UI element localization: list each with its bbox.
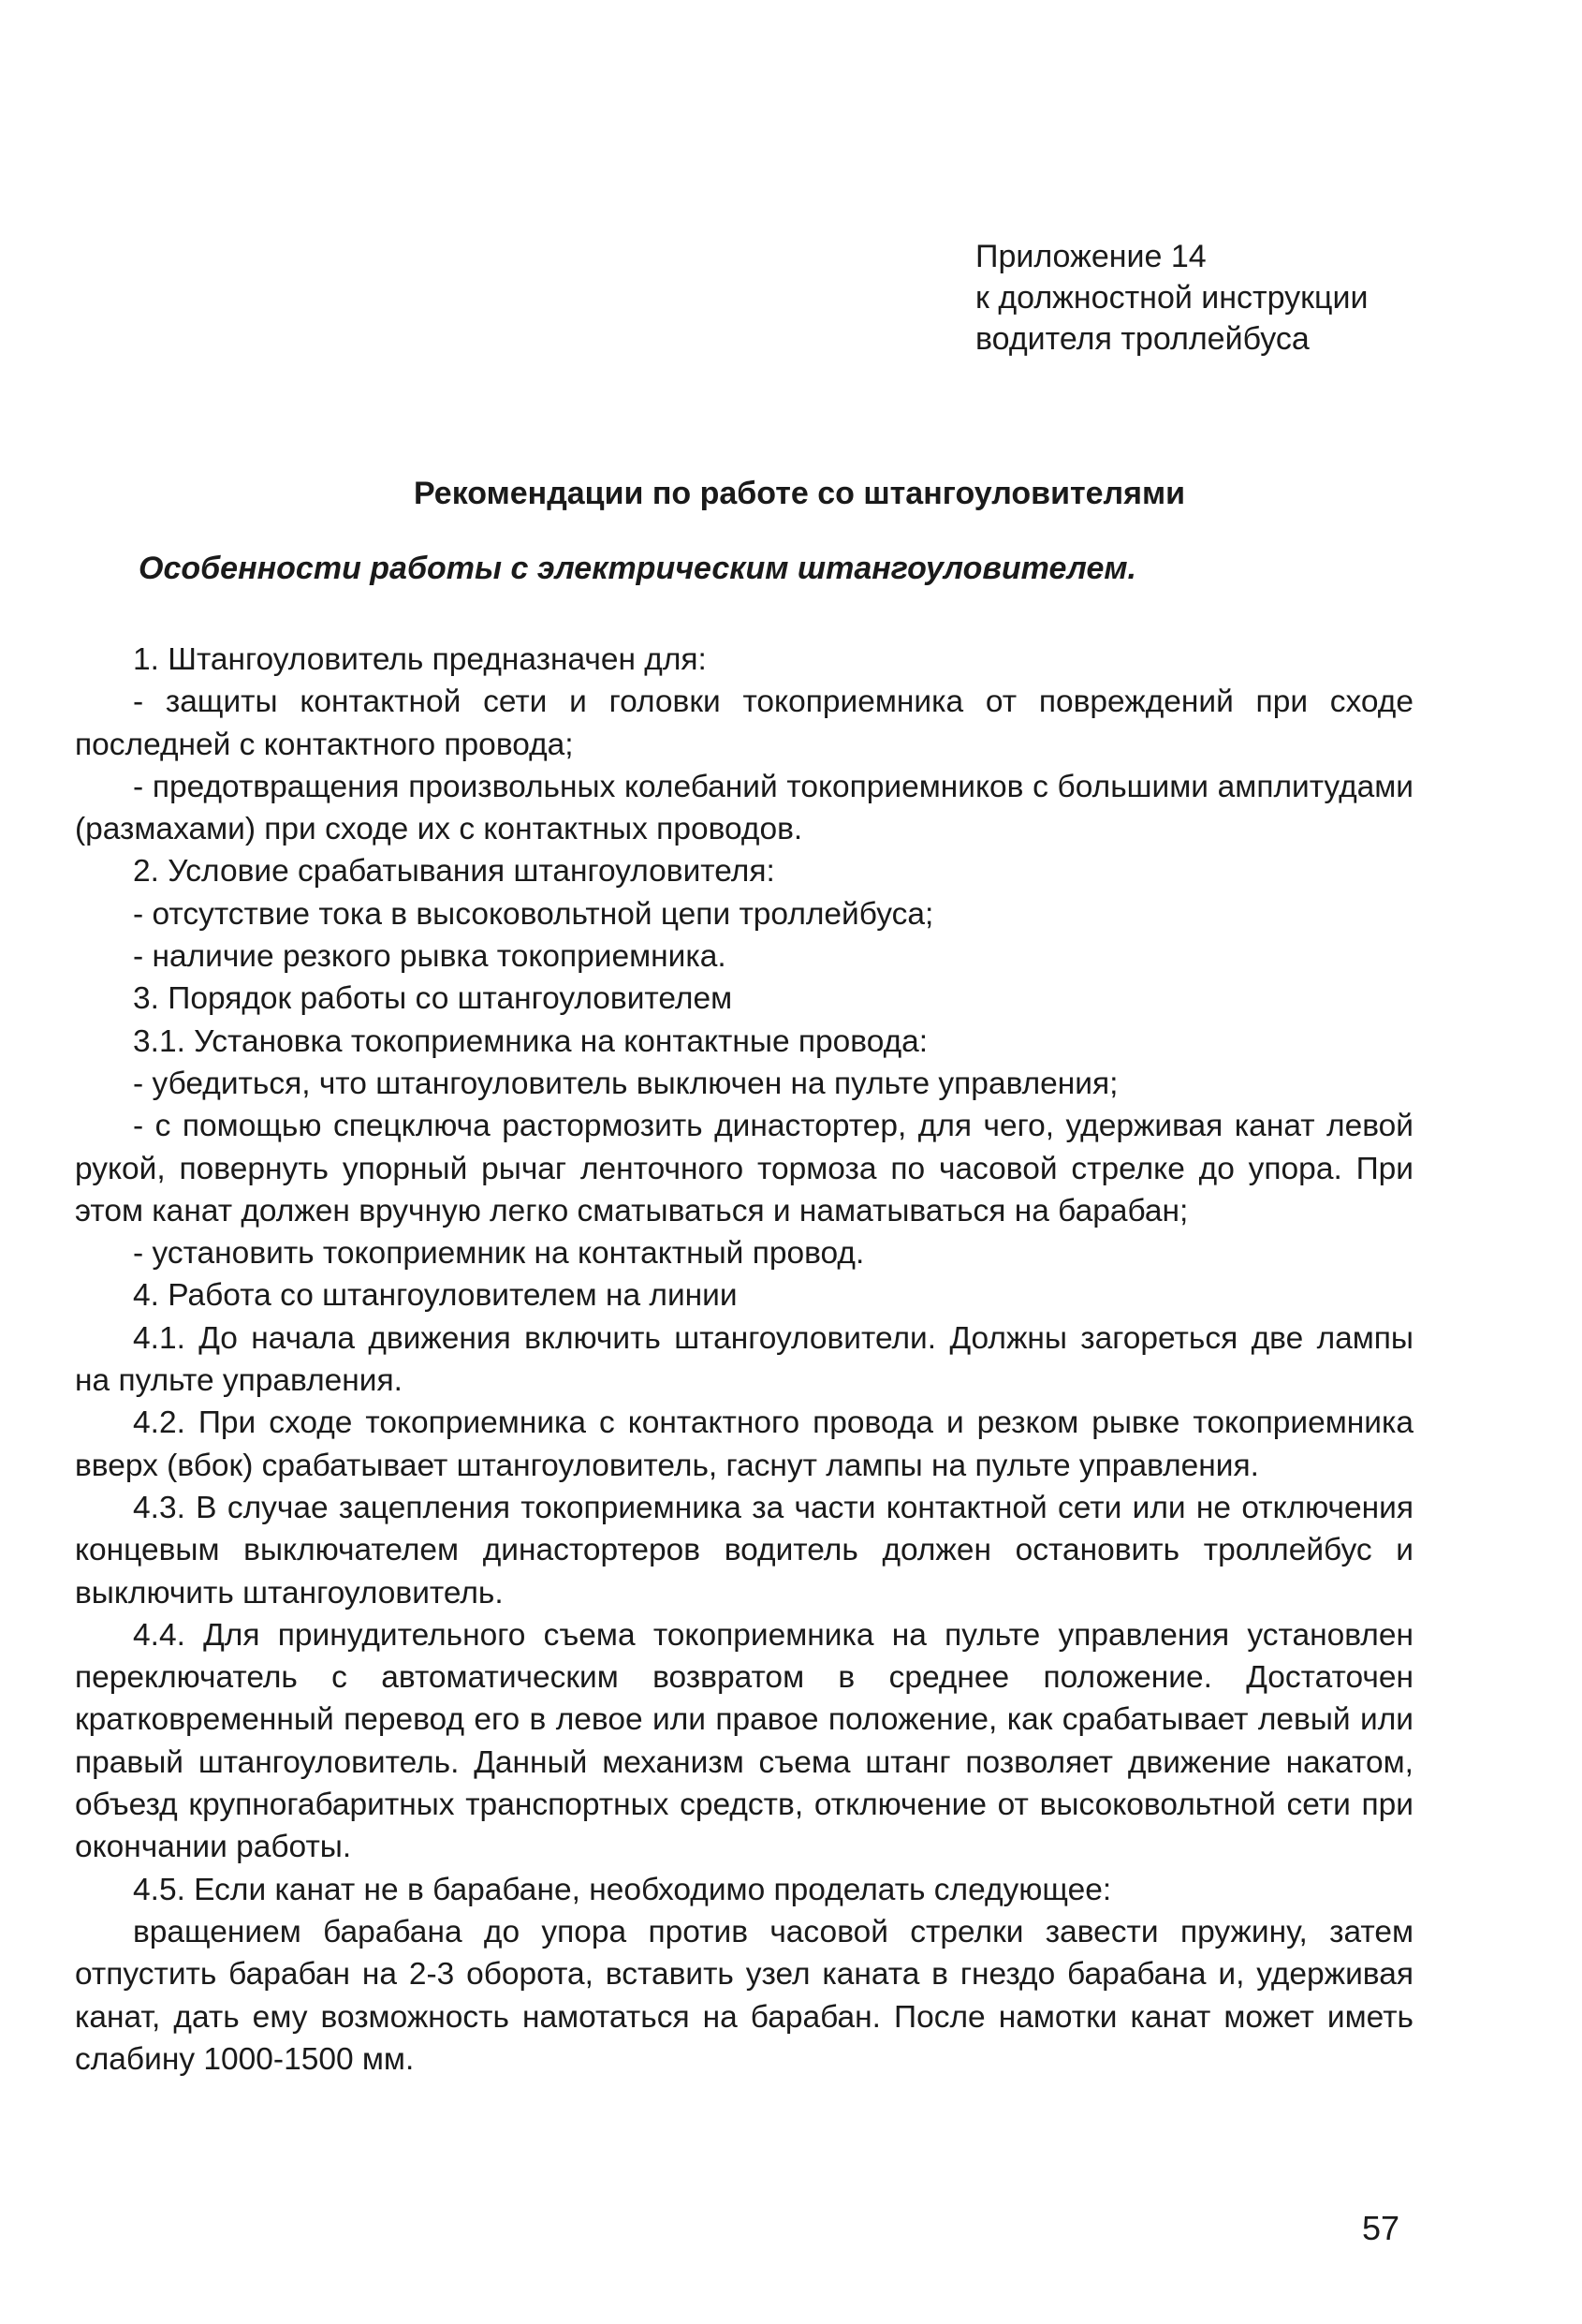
- paragraph: - предотвращения произвольных колебаний токоприемников с большими амплитудами (размахами) при сходе их с контактных проводов.: [75, 769, 1414, 847]
- document-title: Рекомендации по работе со штангоуловителями: [413, 476, 1186, 511]
- appendix-line: водителя троллейбуса: [975, 321, 1310, 357]
- paragraph: 4.2. При сходе токоприемника с контактного провода и резком рывке токоприемника вверх (вбок) срабатывает штангоуловитель, гаснут лампы на пульте управления.: [75, 1405, 1414, 1483]
- paragraph: - с помощью спецключа растормозить династортер, для чего, удерживая канат левой рукой, повернуть упорный рычаг ленточного тормоза по часовой стрелке до упора. При этом канат должен вручную легко сматываться и наматываться на барабан;: [75, 1109, 1414, 1228]
- document-subtitle: Особенности работы с электрическим штангоуловителем.: [139, 551, 1137, 586]
- paragraph: 1. Штангоуловитель предназначен для:: [133, 642, 707, 677]
- appendix-header: [975, 236, 1369, 360]
- paragraph: 2. Условие срабатывания штангоуловителя:: [133, 854, 775, 890]
- appendix-line: Приложение 14: [975, 239, 1207, 274]
- paragraph: - защиты контактной сети и головки токоприемника от повреждений при сходе последней с контактного провода;: [75, 684, 1414, 762]
- paragraph: 3.1. Установка токоприемника на контактные провода:: [133, 1023, 929, 1059]
- paragraph: 4.1. До начала движения включить штангоуловители. Должны загореться две лампы на пульте управления.: [75, 1320, 1414, 1399]
- paragraph: - убедиться, что штангоуловитель выключен на пульте управления;: [133, 1066, 1119, 1101]
- paragraph: 3. Порядок работы со штангоуловителем: [133, 981, 733, 1017]
- page-number: 57: [1362, 2209, 1400, 2247]
- paragraph: 4. Работа со штангоуловителем на линии: [133, 1278, 738, 1314]
- appendix-line: к должностной инструкции: [975, 280, 1369, 316]
- document-body: [75, 639, 1414, 2081]
- paragraph: - отсутствие тока в высоковольтной цепи троллейбуса;: [133, 896, 934, 932]
- paragraph: - установить токоприемник на контактный провод.: [133, 1236, 865, 1272]
- paragraph: вращением барабана до упора против часовой стрелки завести пружину, затем отпустить барабан на 2-3 оборота, вставить узел каната в гнездо барабана и, удерживая канат, дать ему возможность намотаться на барабан. После намотки канат может иметь слабину 1000-1500 мм.: [75, 1914, 1414, 2077]
- paragraph: - наличие резкого рывка токоприемника.: [133, 939, 726, 975]
- paragraph: 4.5. Если канат не в барабане, необходимо проделать следующее:: [133, 1872, 1112, 1907]
- paragraph: 4.3. В случае зацепления токоприемника за части контактной сети или не отключения концевым выключателем династортеров водитель должен остановить троллейбус и выключить штангоуловитель.: [75, 1490, 1414, 1611]
- paragraph: 4.4. Для принудительного съема токоприемника на пульте управления установлен переключатель с автоматическим возвратом в среднее положение. Достаточен кратковременный перевод его в левое или правое положение, как срабатывает левый или правый штангоуловитель. Данный механизм съема штанг позволяет движение накатом, объезд крупногабаритных транспортных средств, отключение от высоковольтной сети при окончании работы.: [75, 1617, 1414, 1865]
